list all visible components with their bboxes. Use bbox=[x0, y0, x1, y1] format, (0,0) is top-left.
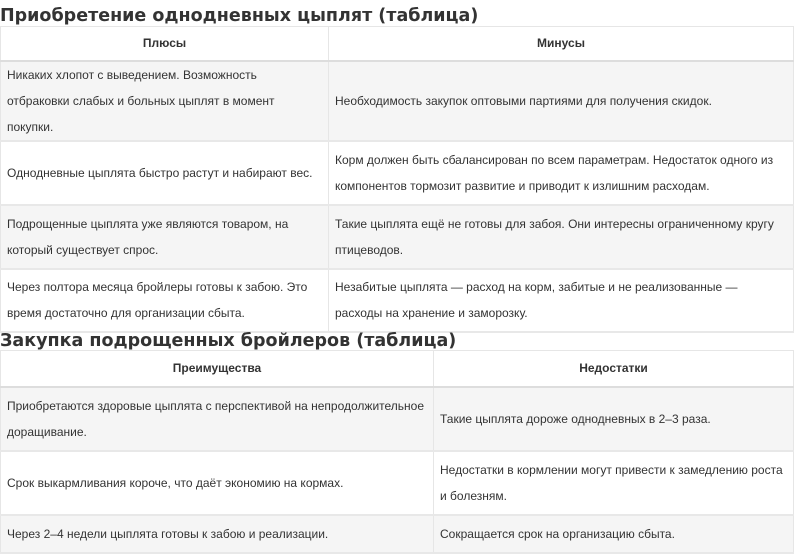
table-cell: Подрощенные цыплята уже являются товаром, на который существует спрос. bbox=[1, 205, 329, 269]
table-cell: Сокращается срок на организацию сбыта. bbox=[434, 515, 794, 553]
table-cell: Однодневные цыплята быстро растут и набирают вес. bbox=[1, 141, 329, 205]
table-row bbox=[1, 515, 794, 553]
column-header-pros: Плюсы bbox=[1, 27, 329, 61]
table-chicks-day-old bbox=[0, 26, 794, 333]
table-row bbox=[1, 61, 794, 141]
table-row bbox=[1, 205, 794, 269]
table-row bbox=[1, 141, 794, 205]
table-cell: Приобретаются здоровые цыплята с перспективой на непродолжительное доращивание. bbox=[1, 387, 434, 451]
table-cell: Незабитые цыплята — расход на корм, забитые и не реализованные — расходы на хранение и заморозку. bbox=[329, 269, 794, 332]
table2-title: Закупка подрощенных бройлеров (таблица) bbox=[0, 331, 457, 351]
table-cell: Корм должен быть сбалансирован по всем параметрам. Недостаток одного из компонентов тормозит развитие и приводит к излишним расходам. bbox=[329, 141, 794, 205]
table1-title: Приобретение однодневных цыплят (таблица) bbox=[0, 6, 479, 26]
column-header-disadvantages: Недостатки bbox=[434, 351, 794, 387]
table-header-row bbox=[1, 351, 794, 387]
table-cell: Никаких хлопот с выведением. Возможность отбраковки слабых и больных цыплят в момент покупки. bbox=[1, 61, 329, 141]
table-grown-broilers bbox=[0, 350, 794, 554]
table-row bbox=[1, 387, 794, 451]
column-header-cons: Минусы bbox=[329, 27, 794, 61]
table-cell: Такие цыплята дороже однодневных в 2–3 раза. bbox=[434, 387, 794, 451]
table-cell: Такие цыплята ещё не готовы для забоя. Они интересны ограниченному кругу птицеводов. bbox=[329, 205, 794, 269]
table-cell: Через 2–4 недели цыплята готовы к забою и реализации. bbox=[1, 515, 434, 553]
column-header-advantages: Преимущества bbox=[1, 351, 434, 387]
table-row bbox=[1, 451, 794, 515]
table-cell: Срок выкармливания короче, что даёт экономию на кормах. bbox=[1, 451, 434, 515]
table-header-row bbox=[1, 27, 794, 61]
table-cell: Через полтора месяца бройлеры готовы к забою. Это время достаточно для организации сбыта. bbox=[1, 269, 329, 332]
table-cell: Недостатки в кормлении могут привести к замедлению роста и болезням. bbox=[434, 451, 794, 515]
table-cell: Необходимость закупок оптовыми партиями для получения скидок. bbox=[329, 61, 794, 141]
table-row bbox=[1, 269, 794, 332]
